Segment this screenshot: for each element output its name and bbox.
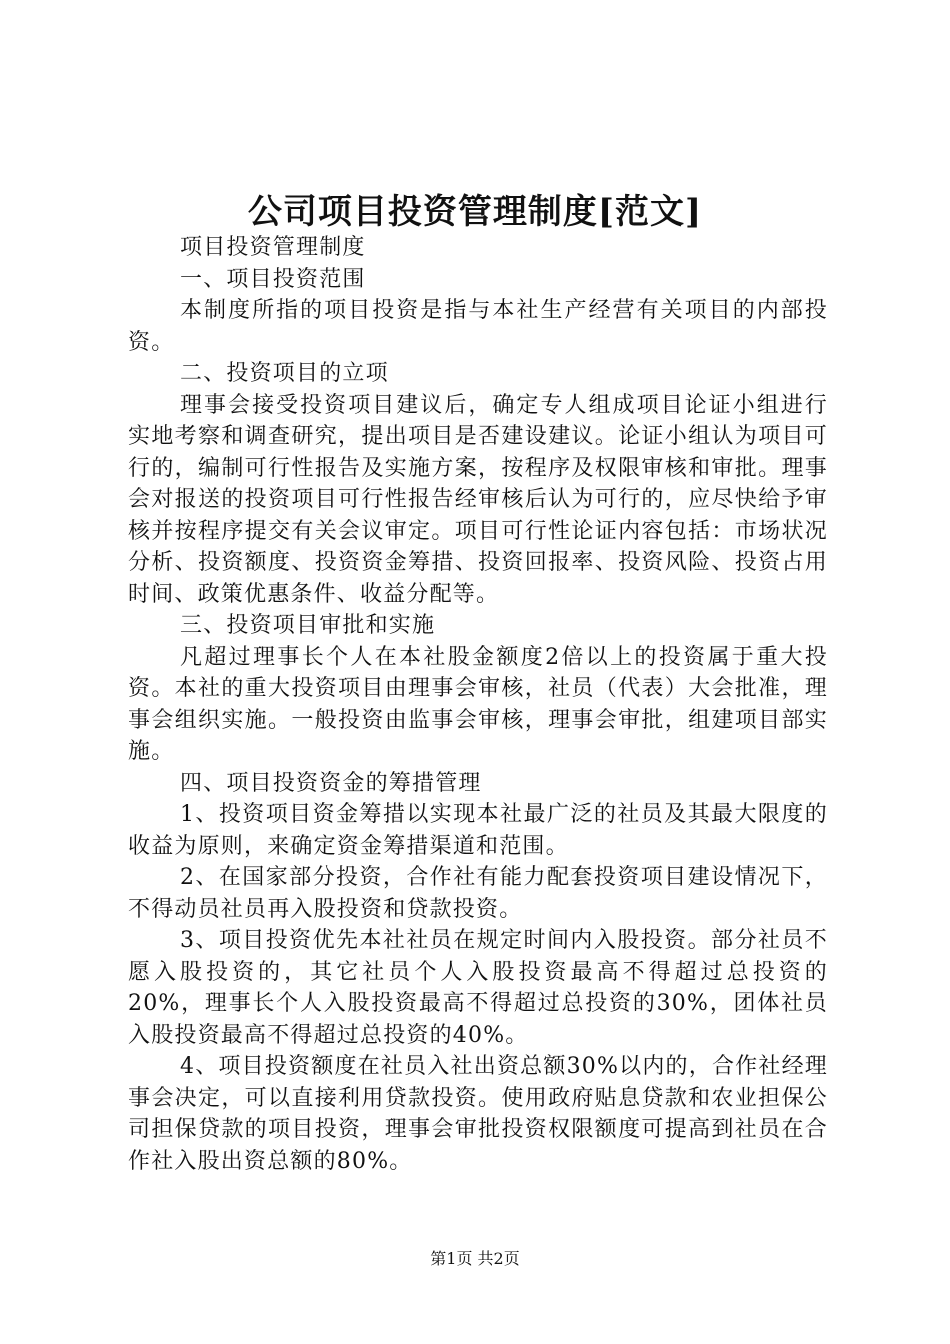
document-title: 公司项目投资管理制度[范文] — [247, 192, 703, 232]
section-heading-2: 二、投资项目的立项 — [180, 361, 389, 386]
section-heading-1: 一、项目投资范围 — [180, 266, 366, 292]
list-item: 4、项目投资额度在社员入社出资总额30%以内的，合作社经理事会决定，可以直接利用贷款投资。使用政府贴息贷款和农业担保公司担保贷款的项目投资，理事会审批投资权限额度可提高到社员在合作社入股出资总额的80%。 — [128, 1054, 828, 1174]
page-number: 第1页 共2页 — [430, 1249, 520, 1268]
section-heading-3: 三、投资项目审批和实施 — [180, 613, 436, 638]
paragraph: 凡超过理事长个人在本社股金额度2倍以上的投资属于重大投资。本社的重大投资项目由理事会审核，社员（代表）大会批准，理事会组织实施。一般投资由监事会审核，理事会审批，组建项目部实施。 — [128, 644, 828, 764]
paragraph: 本制度所指的项目投资是指与本社生产经营有关项目的内部投资。 — [128, 298, 828, 355]
section-heading-4: 四、项目投资资金的筹措管理 — [180, 770, 482, 796]
list-item: 2、在国家部分投资，合作社有能力配套投资项目建设情况下，不得动员社员再入股投资和贷款投资。 — [128, 865, 828, 922]
list-item: 3、项目投资优先本社社员在规定时间内入股投资。部分社员不愿入股投资的，其它社员个人入股投资最高不得超过总投资的20%，理事长个人入股投资最高不得超过总投资的30%，团体社员入股投资最高不得超过总投资的40%。 — [128, 928, 828, 1048]
list-item: 1、投资项目资金筹措以实现本社最广泛的社员及其最大限度的收益为原则，来确定资金筹措渠道和范围。 — [128, 802, 828, 859]
document-body — [128, 232, 828, 1177]
paragraph: 理事会接受投资项目建议后，确定专人组成项目论证小组进行实地考察和调查研究，提出项目是否建设建议。论证小组认为项目可行的，编制可行性报告及实施方案，按程序及权限审核和审批。理事会对报送的投资项目可行性报告经审核后认为可行的，应尽快给予审核并按程序提交有关会议审定。项目可行性论证内容包括：市场状况分析、投资额度、投资资金筹措、投资回报率、投资风险、投资占用时间、政策优惠条件、收益分配等。 — [128, 392, 828, 607]
paragraph-heading: 项目投资管理制度 — [180, 235, 366, 260]
